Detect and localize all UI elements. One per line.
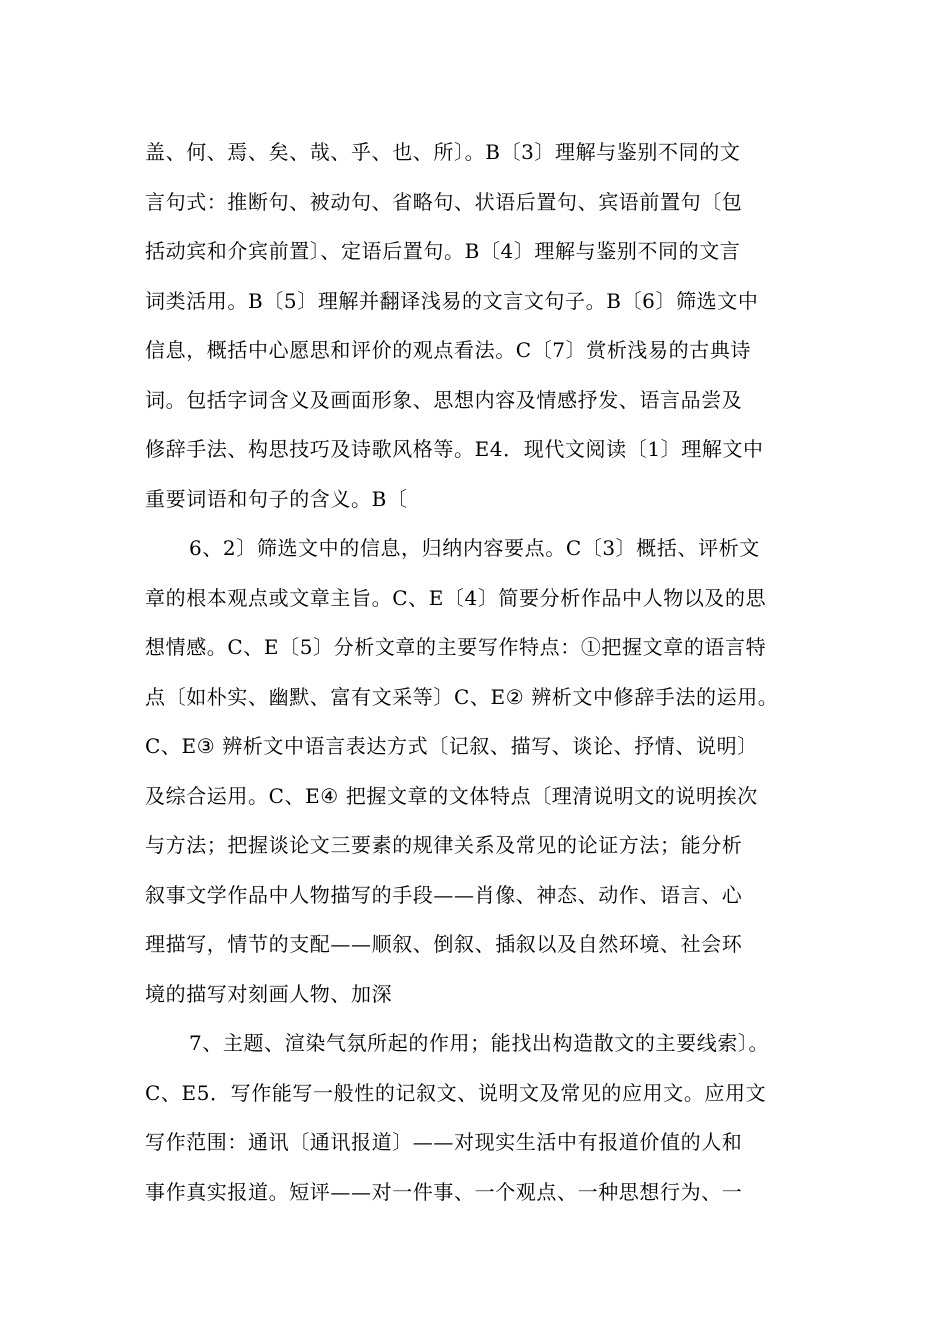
paragraph-1: [145, 128, 825, 524]
text-line: 叙事文学作品中人物描写的手段——肖像、神态、动作、语言、心: [145, 882, 743, 907]
text-line: 及综合运用。C、E④ 把握文章的文体特点〔理清说明文的说明挨次: [145, 783, 758, 808]
text-line: 理描写，情节的支配——顺叙、倒叙、插叙以及自然环境、社会环: [145, 932, 743, 956]
text-line: 点〔如朴实、幽默、富有文采等〕C、E② 辨析文中修辞手法的运用。: [145, 684, 779, 709]
text-line: 想情感。C、E〔5〕分析文章的主要写作特点：①把握文章的语言特: [145, 635, 767, 659]
paragraph-2: [145, 524, 825, 1019]
text-line: 7、主题、渲染气氛所起的作用；能找出构造散文的主要线索〕。: [189, 1031, 770, 1055]
text-line: 重要词语和句子的含义。B〔: [145, 486, 408, 511]
text-line: 词类活用。B〔5〕理解并翻译浅易的文言文句子。B〔6〕筛选文中: [145, 288, 759, 313]
text-line: C、E③ 辨析文中语言表达方式〔记叙、描写、谈论、抒情、说明〕: [145, 734, 758, 758]
text-line: 言句式：推断句、被动句、省略句、状语后置句、宾语前置句〔包: [145, 189, 743, 214]
text-line: 6、2〕筛选文中的信息，归纳内容要点。C〔3〕概括、评析文: [189, 536, 760, 560]
text-line: 括动宾和介宾前置〕、定语后置句。B〔4〕理解与鉴别不同的文言: [145, 239, 741, 263]
text-line: 事作真实报道。短评——对一件事、一个观点、一种思想行为、一: [145, 1179, 743, 1204]
text-line: 境的描写对刻画人物、加深: [145, 981, 393, 1006]
document-body: [145, 128, 825, 1217]
paragraph-3: [145, 1019, 825, 1217]
text-line: 词。包括字词含义及画面形象、思想内容及情感抒发、语言品尝及: [145, 387, 743, 412]
text-line: 与方法；把握谈论文三要素的规律关系及常见的论证方法；能分析: [145, 833, 743, 857]
text-line: C、E5．写作能写一般性的记叙文、说明文及常见的应用文。应用文: [145, 1080, 767, 1105]
text-line: 写作范围：通讯〔通讯报道〕——对现实生活中有报道价值的人和: [145, 1130, 743, 1154]
text-line: 章的根本观点或文章主旨。C、E〔4〕简要分析作品中人物以及的思: [145, 585, 767, 610]
text-line: 修辞手法、构思技巧及诗歌风格等。E4．现代文阅读〔1〕理解文中: [145, 437, 764, 461]
text-line: 盖、何、焉、矣、哉、乎、也、所〕。B〔3〕理解与鉴别不同的文: [145, 140, 741, 164]
text-line: 信息，概括中心愿思和评价的观点看法。C〔7〕赏析浅易的古典诗: [145, 338, 752, 362]
